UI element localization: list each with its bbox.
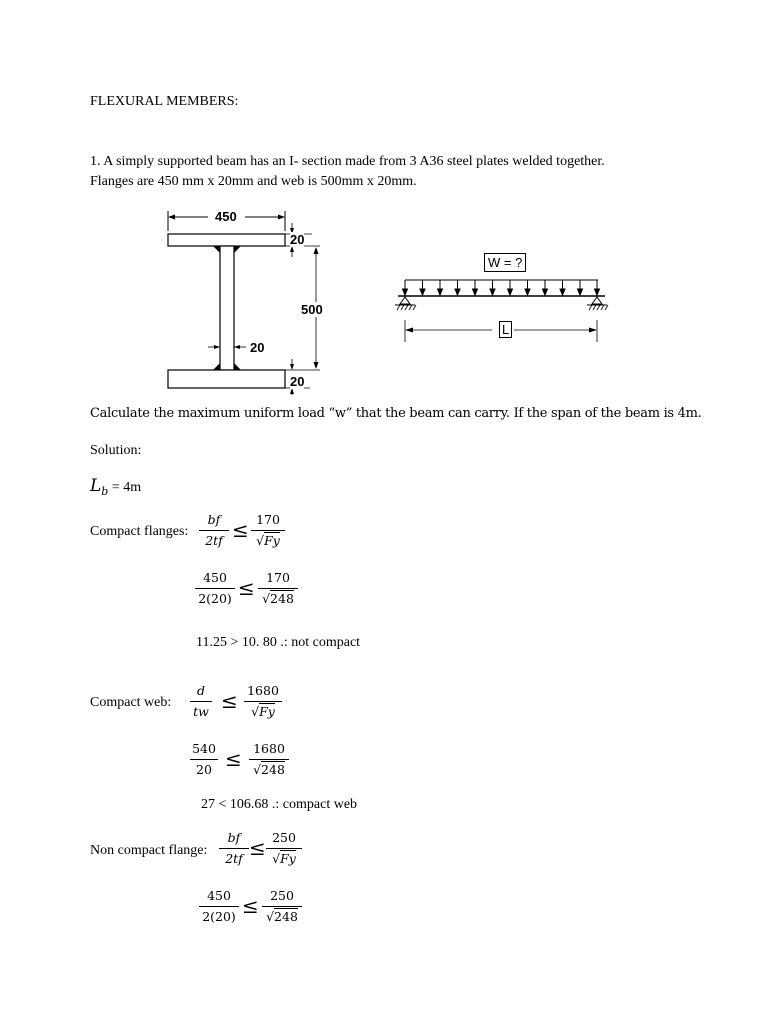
radical-icon: √ <box>251 704 260 719</box>
ratio-denominator: 2tf <box>225 851 243 866</box>
limit-numerator: 250 <box>272 830 296 845</box>
noncompact-flange-limit-values <box>262 888 302 925</box>
leq-symbol: ≤ <box>238 576 255 600</box>
leq-symbol: ≤ <box>242 894 259 918</box>
leq-symbol: ≤ <box>232 518 249 542</box>
web-depth-label: 500 <box>301 302 323 317</box>
compact-web-limit <box>244 683 282 720</box>
radical-icon: √ <box>266 909 275 924</box>
span-label: L <box>499 321 512 338</box>
load-label: W = ? <box>484 253 526 272</box>
compact-web-ratio <box>190 683 212 720</box>
solution-label: Solution: <box>90 443 142 458</box>
limit-numerator: 1680 <box>247 683 279 698</box>
ratio-numerator: 540 <box>192 741 216 756</box>
ratio-numerator: d <box>196 683 205 698</box>
web-thickness-label: 20 <box>250 340 265 355</box>
noncompact-flange-ratio-values <box>199 888 239 925</box>
compact-web-label: Compact web: <box>90 695 172 710</box>
compact-flange-ratio-values <box>195 570 235 607</box>
limit-radicand: Fy <box>264 533 280 548</box>
problem-line-1: 1. A simply supported beam has an I- section made from 3 A36 steel plates welded together. <box>90 154 605 169</box>
radical-icon: √ <box>256 533 265 548</box>
question-text: Calculate the maximum uniform load “w” that the beam can carry. If the span of the beam is 4m. <box>90 406 702 421</box>
ratio-denominator: 2(20) <box>202 909 236 924</box>
i-section-diagram <box>150 205 350 395</box>
leq-symbol: ≤ <box>225 747 242 771</box>
problem-line-2: Flanges are 450 mm x 20mm and web is 500mm x 20mm. <box>90 174 417 189</box>
ratio-numerator: 450 <box>203 570 227 585</box>
lb-subscript: b <box>101 484 109 498</box>
section-heading: FLEXURAL MEMBERS: <box>90 94 239 109</box>
limit-radicand: 248 <box>261 762 285 777</box>
compact-flange-ratio <box>199 512 229 549</box>
ratio-denominator: 2(20) <box>198 591 232 606</box>
ratio-numerator: bf <box>227 830 241 845</box>
bottom-flange-thickness-label: 20 <box>290 374 305 389</box>
compact-web-limit-values <box>249 741 289 778</box>
ratio-numerator: bf <box>207 512 221 527</box>
flange-width-label: 450 <box>215 209 237 224</box>
compact-flange-limit <box>251 512 285 549</box>
noncompact-flange-label: Non compact flange: <box>90 843 208 858</box>
limit-radicand: 248 <box>270 591 294 606</box>
radical-icon: √ <box>253 762 262 777</box>
compact-flanges-label: Compact flanges: <box>90 524 189 539</box>
compact-flange-result: 11.25 > 10. 80 .: not compact <box>196 635 361 650</box>
ratio-numerator: 450 <box>207 888 231 903</box>
lb-value: = 4m <box>108 480 142 495</box>
leq-symbol: ≤ <box>249 836 266 860</box>
limit-numerator: 1680 <box>253 741 285 756</box>
noncompact-flange-limit <box>266 830 302 867</box>
limit-numerator: 170 <box>256 512 280 527</box>
compact-flange-limit-values <box>258 570 298 607</box>
unbraced-length <box>90 476 141 498</box>
top-flange-thickness-label: 20 <box>290 232 305 247</box>
limit-radicand: Fy <box>280 851 296 866</box>
compact-web-result: 27 < 106.68 .: compact web <box>201 797 358 812</box>
ratio-denominator: tw <box>193 704 209 719</box>
noncompact-flange-ratio <box>219 830 249 867</box>
limit-radicand: Fy <box>259 704 275 719</box>
ratio-denominator: 20 <box>196 762 212 777</box>
radical-icon: √ <box>272 851 281 866</box>
radical-icon: √ <box>262 591 271 606</box>
ratio-denominator: 2tf <box>205 533 223 548</box>
compact-web-ratio-values <box>190 741 218 778</box>
lb-symbol: L <box>90 476 102 496</box>
limit-numerator: 250 <box>270 888 294 903</box>
leq-symbol: ≤ <box>221 689 238 713</box>
limit-radicand: 248 <box>274 909 298 924</box>
limit-numerator: 170 <box>266 570 290 585</box>
